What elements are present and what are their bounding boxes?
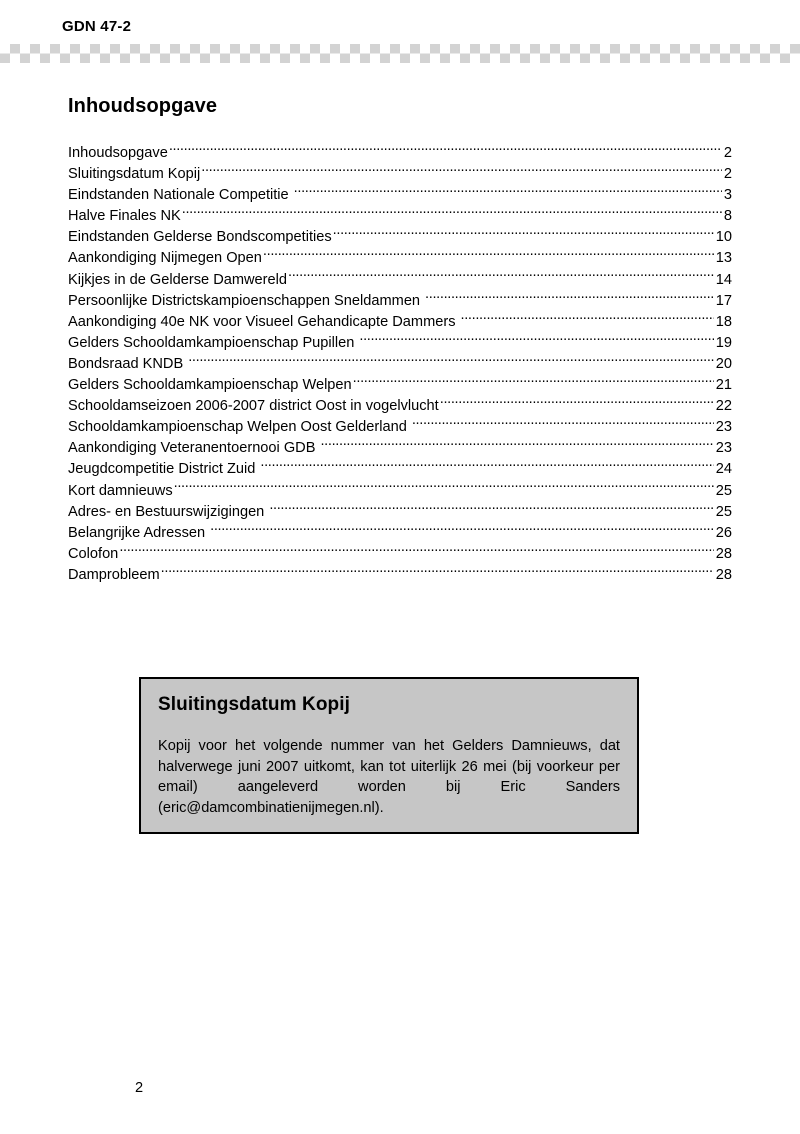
- toc-leader-dots: [161, 565, 714, 579]
- toc-entry[interactable]: [68, 459, 732, 480]
- toc-leader-dots: [210, 523, 714, 537]
- toc-leader-dots: [333, 227, 714, 241]
- toc-entry[interactable]: [68, 375, 732, 396]
- toc-leader-dots: [288, 270, 714, 284]
- toc-entry[interactable]: [68, 502, 732, 523]
- toc-entry-page: 28: [715, 545, 732, 562]
- toc-entry-label: Aankondiging Nijmegen Open: [68, 250, 262, 267]
- toc-leader-dots: [174, 481, 714, 495]
- callout-body-text: Kopij voor het volgende nummer van het Gelders Damnieuws, dat halverwege juni 2007 uitkomt, kan tot uiterlijk 26 mei (bij voorkeur per email) aangeleverd worden bij Eric Sanders (eric@damcombinatienijmegen.nl).: [158, 738, 620, 816]
- toc-entry-label: Jeugdcompetitie District Zuid: [68, 461, 256, 478]
- toc-entry[interactable]: [68, 354, 732, 375]
- toc-entry-page: 2: [723, 166, 732, 183]
- toc-entry-page: 10: [715, 229, 732, 246]
- toc-leader-dots: [263, 248, 714, 262]
- toc-entry[interactable]: [68, 396, 732, 417]
- toc-entry-label: Bondsraad KNDB: [68, 355, 184, 372]
- toc-entry-label: Aankondiging 40e NK voor Visueel Gehandicapte Dammers: [68, 313, 456, 330]
- toc-entry[interactable]: [68, 185, 732, 206]
- page-number: 2: [135, 1080, 144, 1096]
- toc-entry[interactable]: [68, 291, 732, 312]
- toc-leader-dots: [269, 502, 713, 516]
- page-header: [0, 0, 800, 64]
- toc-entry-page: 23: [715, 440, 732, 457]
- toc-entry[interactable]: [68, 270, 732, 291]
- toc-entry[interactable]: [68, 206, 732, 227]
- toc-entry[interactable]: [68, 565, 732, 586]
- toc-leader-dots: [182, 206, 722, 220]
- toc-entry[interactable]: [68, 523, 732, 544]
- toc-entry[interactable]: [68, 544, 732, 565]
- toc-entry-page: 24: [715, 461, 732, 478]
- toc-leader-dots: [425, 291, 714, 305]
- checkerboard-divider: [0, 44, 800, 63]
- toc-entry-label: Schooldamkampioenschap Welpen Oost Gelderland: [68, 419, 407, 436]
- toc-entry-label: Inhoudsopgave: [68, 145, 168, 161]
- toc-entry-label: Eindstanden Gelderse Bondscompetities: [68, 229, 332, 246]
- toc-entry-label: Damprobleem: [68, 566, 160, 583]
- toc-leader-dots: [320, 438, 713, 452]
- toc-entry-label: Halve Finales NK: [68, 208, 181, 225]
- toc-leader-dots: [440, 396, 714, 410]
- toc-entry-label: Persoonlijke Districtskampioenschappen Sneldammen: [68, 292, 421, 309]
- toc-entry-page: 2: [723, 145, 732, 161]
- toc-entry-page: 20: [715, 355, 732, 372]
- toc-leader-dots: [188, 354, 714, 368]
- toc-entry[interactable]: [68, 312, 732, 333]
- toc-entry-label: Aankondiging Veteranentoernooi GDB: [68, 440, 316, 457]
- toc-entry-page: 19: [715, 334, 732, 351]
- toc-entry[interactable]: [68, 227, 732, 248]
- toc-leader-dots: [461, 312, 714, 326]
- toc-leader-dots: [353, 375, 714, 389]
- toc-entry-label: Sluitingsdatum Kopij: [68, 166, 201, 183]
- toc-leader-dots: [119, 544, 713, 558]
- running-head-title: GDN 47-2: [62, 18, 132, 35]
- toc-entry-label: Eindstanden Nationale Competitie: [68, 187, 289, 204]
- toc-entry-page: 13: [715, 250, 732, 267]
- toc-entry-label: Adres- en Bestuurswijzigingen: [68, 503, 265, 520]
- toc-entry[interactable]: [68, 333, 732, 354]
- toc-entry-page: 14: [715, 271, 732, 288]
- toc-entry-page: 25: [715, 503, 732, 520]
- toc-leader-dots: [294, 185, 722, 199]
- toc-entry[interactable]: [68, 417, 732, 438]
- toc-entry-page: 28: [715, 566, 732, 583]
- toc-entry-page: 18: [715, 313, 732, 330]
- toc-entry-page: 22: [715, 398, 732, 415]
- toc-entry[interactable]: [68, 143, 732, 164]
- toc-entry-label: Gelders Schooldamkampioenschap Pupillen: [68, 334, 355, 351]
- toc-entry[interactable]: [68, 164, 732, 185]
- page-title: Inhoudsopgave: [68, 95, 218, 117]
- toc-leader-dots: [359, 333, 713, 347]
- toc-entry-page: 21: [715, 377, 732, 394]
- toc-entry-page: 25: [715, 482, 732, 499]
- toc-entry-label: Schooldamseizoen 2006-2007 district Oost in vogelvlucht: [68, 398, 439, 415]
- toc-leader-dots: [201, 164, 722, 178]
- toc-leader-dots: [169, 143, 722, 157]
- toc-entry[interactable]: [68, 438, 732, 459]
- toc-entry[interactable]: [68, 248, 732, 269]
- table-of-contents: [68, 143, 732, 586]
- sluitingsdatum-callout-box: [139, 677, 639, 834]
- toc-entry-page: 17: [715, 292, 732, 309]
- toc-entry-label: Gelders Schooldamkampioenschap Welpen: [68, 377, 352, 394]
- toc-entry-page: 8: [723, 208, 732, 225]
- toc-entry-label: Colofon: [68, 545, 119, 562]
- toc-entry-page: 23: [715, 419, 732, 436]
- toc-leader-dots: [412, 417, 714, 431]
- toc-entry-page: 3: [723, 187, 732, 204]
- toc-entry-label: Belangrijke Adressen: [68, 524, 206, 541]
- callout-title: Sluitingsdatum Kopij: [158, 694, 350, 715]
- toc-entry-page: 26: [715, 524, 732, 541]
- toc-entry-label: Kijkjes in de Gelderse Damwereld: [68, 271, 287, 288]
- toc-entry[interactable]: [68, 481, 732, 502]
- toc-entry-label: Kort damnieuws: [68, 482, 173, 499]
- toc-leader-dots: [260, 459, 713, 473]
